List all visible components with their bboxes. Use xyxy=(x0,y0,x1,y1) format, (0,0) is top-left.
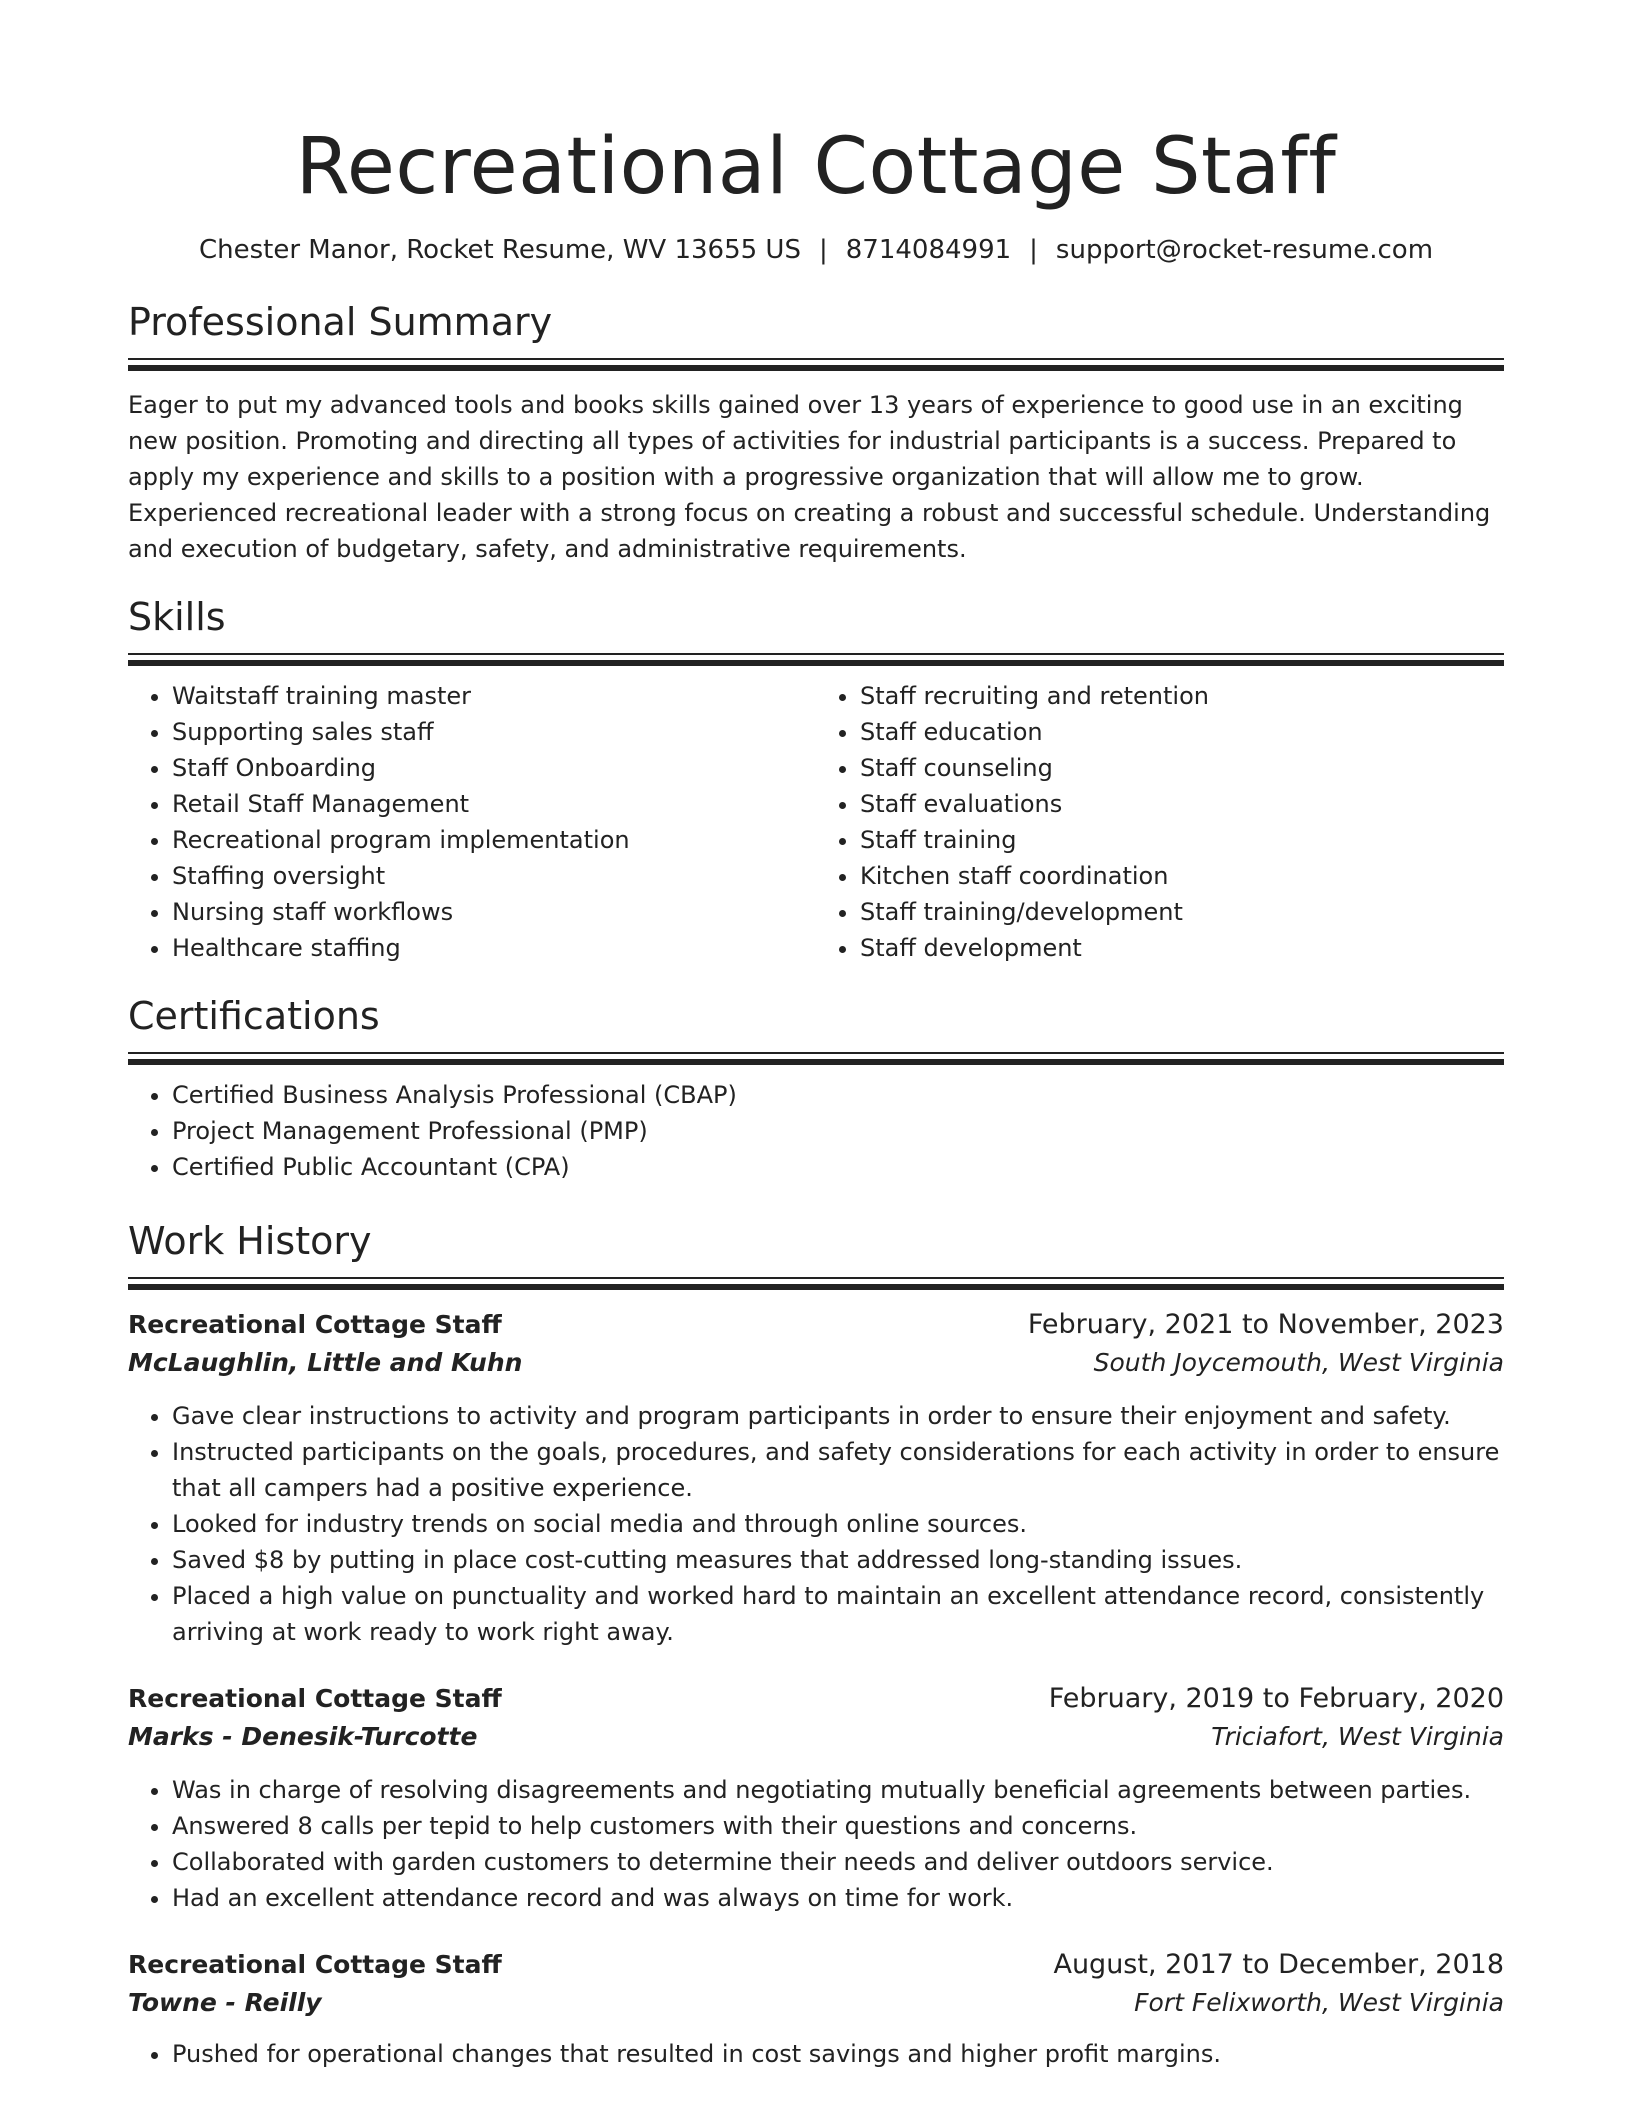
job-subheader-row xyxy=(128,1718,1504,1756)
skill-item: • Staff development xyxy=(860,930,1504,966)
section-divider xyxy=(128,1052,1504,1054)
job-subheader-row xyxy=(128,1344,1504,1382)
job-location: Fort Felixworth, West Virginia xyxy=(1134,1988,1504,2017)
skill-item: • Retail Staff Management xyxy=(172,786,816,822)
section-divider xyxy=(128,1284,1504,1290)
job-entry xyxy=(128,1946,1504,2072)
job-subheader-row xyxy=(128,1984,1504,2022)
job-location: Triciafort, West Virginia xyxy=(1211,1722,1504,1751)
skill-item: • Healthcare staffing xyxy=(172,930,816,966)
section-title-summary: Professional Summary xyxy=(128,300,553,344)
job-bullet: • Saved $8 by putting in place cost-cutting measures that addressed long-standing issues. xyxy=(172,1542,1504,1578)
contact-phone: 8714084991 xyxy=(845,235,1012,265)
candidate-name: Recreational Cottage Staff xyxy=(295,122,1337,212)
job-bullet: • Had an excellent attendance record and was always on time for work. xyxy=(172,1880,1504,1916)
skill-item: • Staff education xyxy=(860,714,1504,750)
job-entry xyxy=(128,1306,1504,1650)
job-dates: February, 2019 to February, 2020 xyxy=(1048,1683,1504,1714)
section-title-skills: Skills xyxy=(128,595,226,639)
job-header-row xyxy=(128,1946,1504,1984)
job-title: Recreational Cottage Staff xyxy=(128,1310,502,1339)
section-divider xyxy=(128,660,1504,666)
skill-item: • Staff counseling xyxy=(860,750,1504,786)
certification-item: • Project Management Professional (PMP) xyxy=(172,1113,1504,1149)
job-title: Recreational Cottage Staff xyxy=(128,1950,502,1979)
certifications-section xyxy=(128,990,1504,1185)
job-dates: February, 2021 to November, 2023 xyxy=(1027,1309,1504,1340)
job-header-row xyxy=(128,1680,1504,1718)
job-bullet: • Instructed participants on the goals, procedures, and safety considerations for each activity in order to ensure that all campers had a positive experience. xyxy=(172,1434,1504,1506)
section-divider xyxy=(128,365,1504,371)
job-bullets xyxy=(128,2036,1504,2072)
job-header-row xyxy=(128,1306,1504,1344)
job-dates: August, 2017 to December, 2018 xyxy=(1053,1949,1504,1980)
job-bullet: • Answered 8 calls per tepid to help customers with their questions and concerns. xyxy=(172,1808,1504,1844)
skills-columns xyxy=(128,678,1504,966)
contact-email[interactable]: support@rocket-resume.com xyxy=(1055,235,1434,265)
job-bullet: • Was in charge of resolving disagreements and negotiating mutually beneficial agreements between parties. xyxy=(172,1772,1504,1808)
section-divider xyxy=(128,653,1504,655)
job-bullet: • Looked for industry trends on social media and through online sources. xyxy=(172,1506,1504,1542)
summary-section xyxy=(128,296,1504,567)
skills-list-left xyxy=(128,678,816,966)
certification-item: • Certified Business Analysis Professional (CBAP) xyxy=(172,1077,1504,1113)
job-bullets xyxy=(128,1398,1504,1650)
certifications-list xyxy=(128,1077,1504,1185)
contact-line xyxy=(128,230,1504,270)
skills-section xyxy=(128,591,1504,966)
job-bullet: • Gave clear instructions to activity and program participants in order to ensure their enjoyment and safety. xyxy=(172,1398,1504,1434)
section-divider xyxy=(128,1059,1504,1065)
job-bullet: • Placed a high value on punctuality and worked hard to maintain an excellent attendance record, consistently arriving at work ready to work right away. xyxy=(172,1578,1504,1650)
skills-list-right xyxy=(816,678,1504,966)
section-divider xyxy=(128,1277,1504,1279)
job-entry xyxy=(128,1680,1504,1916)
skill-item: • Nursing staff workflows xyxy=(172,894,816,930)
work-history-section xyxy=(128,1215,1504,2072)
skill-item: • Staff training xyxy=(860,822,1504,858)
contact-address: Chester Manor, Rocket Resume, WV 13655 US xyxy=(198,235,801,265)
section-divider xyxy=(128,358,1504,360)
skill-item: • Staff training/development xyxy=(860,894,1504,930)
skill-item: • Staff Onboarding xyxy=(172,750,816,786)
skill-item: • Supporting sales staff xyxy=(172,714,816,750)
job-bullet: • Collaborated with garden customers to determine their needs and deliver outdoors service. xyxy=(172,1844,1504,1880)
skill-item: • Recreational program implementation xyxy=(172,822,816,858)
job-company: Marks - Denesik-Turcotte xyxy=(128,1722,478,1751)
resume-content xyxy=(128,112,1504,2072)
job-location: South Joycemouth, West Virginia xyxy=(1093,1348,1504,1377)
contact-separator: | xyxy=(1029,235,1038,265)
skill-item: • Waitstaff training master xyxy=(172,678,816,714)
contact-separator: | xyxy=(818,235,828,265)
section-title-work-history: Work History xyxy=(128,1219,372,1263)
job-title: Recreational Cottage Staff xyxy=(128,1684,502,1713)
skill-item: • Staff recruiting and retention xyxy=(860,678,1504,714)
summary-text: Eager to put my advanced tools and books skills gained over 13 years of experience to good use in an exciting new position. Promoting and directing all types of activities for industrial participants is a success. Prepared to apply my experience and skills to a position with a progressive organization that will allow me to grow. Experienced recreational leader with a strong focus on creating a robust and successful schedule. Understanding and execution of budgetary, safety, and administrative requirements. xyxy=(128,391,1491,563)
job-bullet: • Pushed for operational changes that resulted in cost savings and higher profit margins. xyxy=(172,2036,1504,2072)
job-company: McLaughlin, Little and Kuhn xyxy=(128,1348,523,1377)
skill-item: • Kitchen staff coordination xyxy=(860,858,1504,894)
job-bullets xyxy=(128,1772,1504,1916)
section-title-certifications: Certifications xyxy=(128,994,380,1038)
certification-item: • Certified Public Accountant (CPA) xyxy=(172,1149,1504,1185)
skill-item: • Staff evaluations xyxy=(860,786,1504,822)
job-company: Towne - Reilly xyxy=(128,1988,322,2017)
skill-item: • Staffing oversight xyxy=(172,858,816,894)
